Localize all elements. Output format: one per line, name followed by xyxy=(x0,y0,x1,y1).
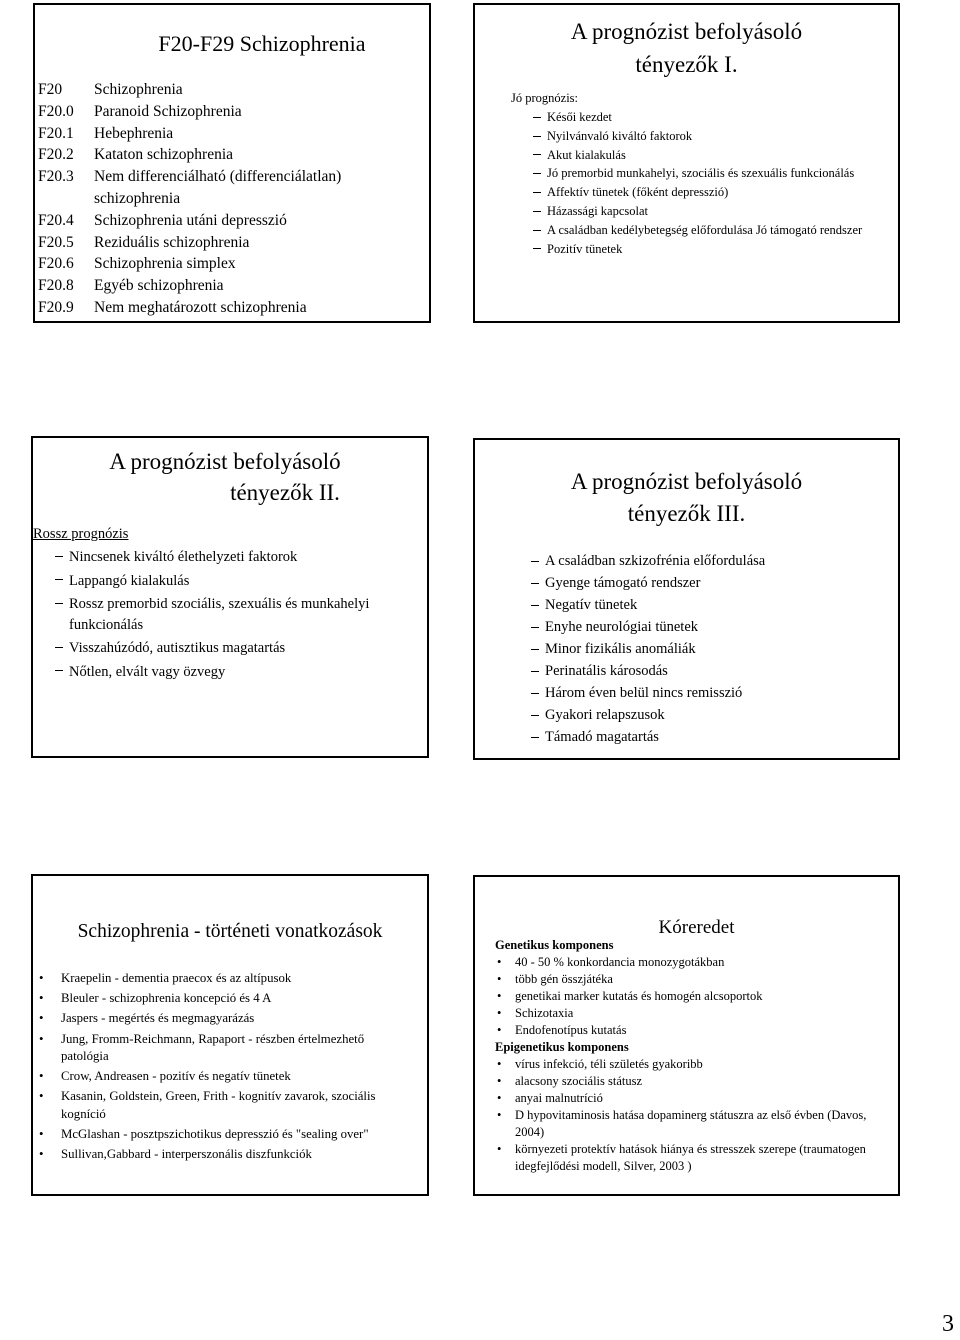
list-item: • Crow, Andreasen - pozitív és negatív tünetek xyxy=(35,1068,413,1086)
slide-title: Kóreredet xyxy=(658,917,735,938)
list-item: Nyilvánvaló kiváltó faktorok xyxy=(533,128,868,145)
list-item: • D hypovitaminosis hatása dopaminerg státuszra az első évben (Davos, 2004) xyxy=(495,1107,884,1141)
list-item: Három éven belül nincs remisszió xyxy=(531,684,878,703)
slide-prognosis-bad-2 xyxy=(473,438,900,760)
item-code: F20.4 xyxy=(38,211,74,229)
item-code: F20 xyxy=(38,81,63,98)
list-item: Negatív tünetek xyxy=(531,596,878,615)
slide-prognosis-bad xyxy=(31,436,429,758)
item-text: Nem meghatározott schizophrenia xyxy=(94,298,307,316)
list-item xyxy=(38,297,341,319)
list-item: • McGlashan - posztpszichotikus depresszió és "sealing over" xyxy=(35,1126,413,1144)
item-code: F20.8 xyxy=(38,277,74,295)
item-text: Paranoid Schizophrenia xyxy=(94,102,242,120)
list-item: Enyhe neurológiai tünetek xyxy=(531,618,878,637)
slide-title xyxy=(475,15,898,81)
slide-classification xyxy=(33,3,431,323)
slide-title: Schizophrenia - történeti vonatkozások xyxy=(77,921,383,942)
list-item: • Bleuler - schizophrenia koncepció és 4 A xyxy=(35,990,413,1008)
list-item: Visszahúzódó, autisztikus magatartás xyxy=(55,638,411,659)
title-line-1: A prognózist befolyásoló xyxy=(570,469,803,494)
list-item: Rossz premorbid szociális, szexuális és munkahelyi funkcionálás xyxy=(55,594,411,635)
item-text: Schizophrenia xyxy=(94,81,183,98)
list-item xyxy=(38,79,341,101)
item-text: Hebephrenia xyxy=(94,124,174,142)
slide-title: F20-F29 Schizophrenia xyxy=(158,31,366,56)
factor-list xyxy=(533,109,868,259)
list-item: A családban szkizofrénia előfordulása xyxy=(531,552,878,571)
item-code: F20.1 xyxy=(38,124,74,142)
list-item: Gyenge támogató rendszer xyxy=(531,574,878,593)
list-item: • Kraepelin - dementia praecox és az altípusok xyxy=(35,970,413,988)
item-code: F20.5 xyxy=(38,233,74,251)
item-code: F20.2 xyxy=(38,146,74,164)
list-item: Nincsenek kiváltó élethelyzeti faktorok xyxy=(55,547,411,568)
list-item xyxy=(38,166,341,210)
title-line-1: A prognózist befolyásoló xyxy=(570,19,803,44)
item-text: Schizophrenia utáni depresszió xyxy=(94,211,287,229)
epigenetic-list xyxy=(495,1056,884,1175)
list-item: Jó premorbid munkahelyi, szociális és szexuális funkcionálás xyxy=(533,165,868,182)
section-label: Rossz prognózis xyxy=(33,526,129,542)
slide-history xyxy=(31,874,429,1196)
list-item: Késői kezdet xyxy=(533,109,868,126)
list-item: A családban kedélybetegség előfordulása Jó támogató rendszer xyxy=(533,222,868,239)
list-item: Minor fizikális anomáliák xyxy=(531,640,878,659)
factor-list xyxy=(55,547,411,685)
list-item xyxy=(38,101,341,123)
list-item: Perinatális károsodás xyxy=(531,662,878,681)
item-text: Kataton schizophrenia xyxy=(94,146,234,164)
title-line-2: tényezők I. xyxy=(635,52,738,77)
slide-title xyxy=(63,446,387,508)
list-item: • vírus infekció, téli születés gyakoribb xyxy=(495,1056,884,1073)
list-item xyxy=(38,232,341,254)
factor-list xyxy=(531,552,878,750)
list-item xyxy=(38,210,341,232)
item-text: Nem differenciálható (differenciálatlan) xyxy=(94,168,342,186)
item-code: F20.9 xyxy=(38,298,74,316)
list-item: • Jung, Fromm-Reichmann, Rapaport - részben értelmezhető patológia xyxy=(35,1031,413,1066)
list-item: • genetikai marker kutatás és homogén alcsoportok xyxy=(495,988,884,1005)
item-code: F20.6 xyxy=(38,255,74,273)
list-item xyxy=(38,275,341,297)
list-item: • Kasanin, Goldstein, Green, Frith - kognitív zavarok, szociális kogníció xyxy=(35,1088,413,1123)
section-label: Jó prognózis: xyxy=(511,91,579,105)
section-heading-epigenetic: Epigenetikus komponens xyxy=(495,1040,629,1054)
list-item: Házassági kapcsolat xyxy=(533,203,868,220)
title-line-2: tényezők III. xyxy=(627,501,746,526)
list-item: Akut kialakulás xyxy=(533,147,868,164)
list-item: Pozitív tünetek xyxy=(533,241,868,258)
history-list xyxy=(35,970,413,1167)
list-item: • anyai malnutríció xyxy=(495,1090,884,1107)
list-item: • Jaspers - megértés és megmagyarázás xyxy=(35,1010,413,1028)
list-item xyxy=(38,123,341,145)
list-item: • Schizotaxia xyxy=(495,1005,884,1022)
list-item xyxy=(38,253,341,275)
title-line-2: tényezők II. xyxy=(230,480,340,505)
list-item: Támadó magatartás xyxy=(531,728,878,747)
list-item: • alacsony szociális státusz xyxy=(495,1073,884,1090)
list-item: Nőtlen, elvált vagy özvegy xyxy=(55,662,411,683)
list-item: Affektív tünetek (főként depresszió) xyxy=(533,184,868,201)
item-text: Egyéb schizophrenia xyxy=(94,277,224,295)
list-item: • Sullivan,Gabbard - interperszonális diszfunkciók xyxy=(35,1146,413,1164)
item-code: F20.3 xyxy=(38,168,74,186)
slide-prognosis-good xyxy=(473,3,900,323)
item-text: Schizophrenia simplex xyxy=(94,255,236,273)
section-heading-genetic: Genetikus komponens xyxy=(495,938,614,952)
list-item: Lappangó kialakulás xyxy=(55,571,411,592)
etiology-content xyxy=(495,937,884,1175)
list-item: • több gén összjátéka xyxy=(495,971,884,988)
title-line-1: A prognózist befolyásoló xyxy=(109,449,341,474)
slide-title xyxy=(475,466,898,530)
list-item: • 40 - 50 % konkordancia monozygotákban xyxy=(495,954,884,971)
item-text-continued: schizophrenia xyxy=(94,189,181,207)
list-item: • környezeti protektív hatások hiánya és stresszek szerepe (traumatogen idegfejlődési modell, Silver, 2003 ) xyxy=(495,1141,884,1175)
genetic-list xyxy=(495,954,884,1039)
item-code: F20.0 xyxy=(38,102,74,120)
code-list xyxy=(38,79,341,319)
item-text: Reziduális schizophrenia xyxy=(94,233,250,251)
list-item: Gyakori relapszusok xyxy=(531,706,878,725)
page-number: 3 xyxy=(942,1311,954,1337)
list-item: • Endofenotípus kutatás xyxy=(495,1022,884,1039)
list-item xyxy=(38,144,341,166)
slide-etiology xyxy=(473,875,900,1196)
